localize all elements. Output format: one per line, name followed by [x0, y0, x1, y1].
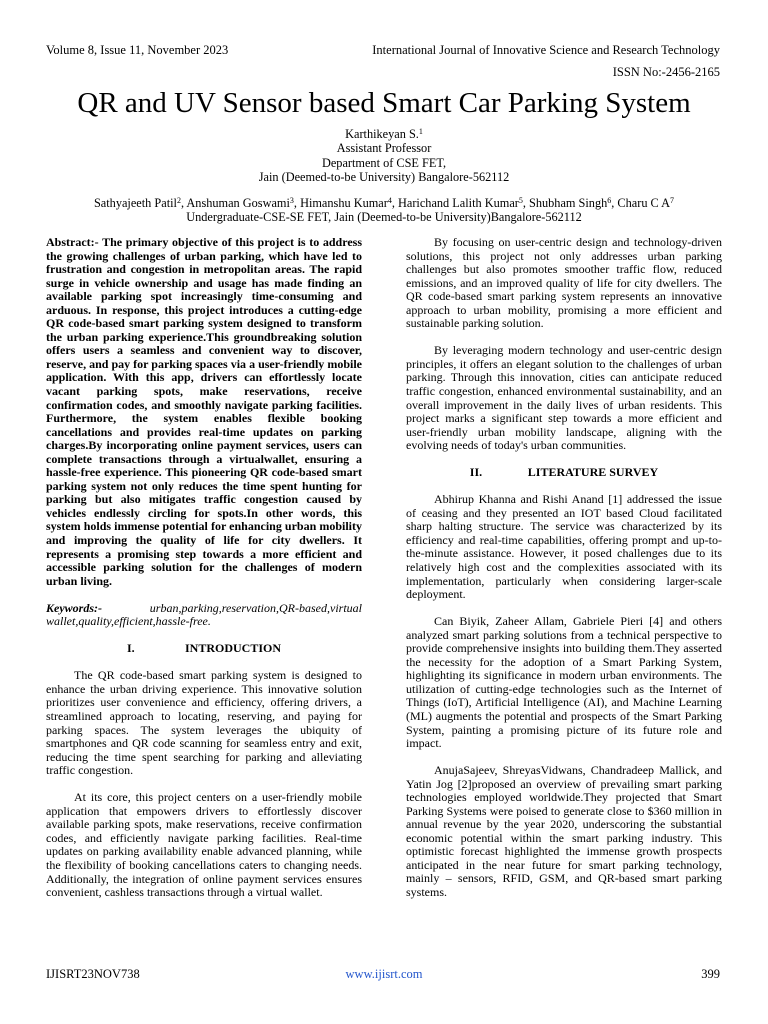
advisor-affiliation: Jain (Deemed-to-be University) Bangalore-562112 — [258, 169, 510, 184]
intro-paragraph-2: At its core, this project centers on a user-friendly mobile application that empowers drivers to effortlessly discover available parking spots, make reservations, receive confirmation codes, and efficiently navigate parking facilities. Real-time updates on parking availability enable advanced planning, while the flexibility of booking cancellations caters to changing needs. Additionally, the integration of online payment services ensures convenient, cashless transactions through a virtual wallet. — [46, 790, 362, 900]
intro-paragraph-1: The QR code-based smart parking system is designed to enhance the urban driving experience. This innovative solution prioritizes user convenience and efficiency, offering drivers, a streamlined approach to locating, reserving, and paying for parking spaces. The system leverages the ubiquity of smartphones and QR code scanning for seamless entry and exit, reducing the time spent searching for parking and alleviating traffic congestion. — [46, 668, 362, 778]
paper-title: QR and UV Sensor based Smart Car Parking System — [77, 87, 691, 119]
advisor-block — [0, 127, 768, 184]
right-column — [406, 236, 722, 900]
keywords-label: Keywords:- — [46, 600, 102, 615]
literature-paragraph-3: AnujaSajeev, ShreyasVidwans, Chandradeep Mallick, and Yatin Jog [2]proposed an overview of prevailing smart parking technologies employed worldwide.They projected that Smart Parking Systems were poised to generate close to $360 million in annual revenue by the year 2020, underscoring the substantial economic potential within the smart parking industry. This optimistic forecast highlighted the immense growth prospects anticipated in the near future for smart parking technology, mainly – sensors, RFID, GSM, and QR-based smart parking systems. — [406, 763, 722, 900]
header-journal: International Journal of Innovative Science and Research Technology — [372, 43, 720, 57]
keywords — [46, 602, 362, 629]
advisor-dept: Department of CSE FET, — [321, 155, 447, 170]
section-heading-literature-survey: II. LITERATURE SURVEY — [469, 465, 659, 480]
advisor-role: Assistant Professor — [336, 141, 432, 156]
intro-paragraph-3: By focusing on user-centric design and technology-driven solutions, this project not only addresses urban parking challenges but also promotes smoother traffic flow, reduced emissions, and an improved quality of life for city dwellers. The QR code-based smart parking system represents an innovative approach to urban mobility, promising a more efficient and sustainable parking solution. — [406, 235, 722, 331]
student-authors: Sathyajeeth Patil$^2$, Anshuman Goswami$^3$, Himanshu Kumar$^4$, Harichand Lalith Kumar$^5$, Shubham Singh$^6$, Charu C $A^7$ — [93, 196, 675, 210]
advisor-name: Karthikeyan S.$^1$ — [345, 127, 423, 141]
abstract: Abstract:- The primary objective of this project is to address the growing challenges of urban parking, which have led to frustration and congestion in metropolitan areas. The rapid surge in vehicle ownership and usage has made finding an available parking spot increasingly time-consuming and arduous. In response, this project introduces a cutting-edge QR code-based smart parking system designed to transform the urban parking experience.This groundbreaking solution offers users a seamless and convenient way to discover, reserve, and pay for parking spaces via a user-friendly mobile application. With this app, drivers can effortlessly locate vacant parking spots, make reservations, receive confirmation codes, and smoothly navigate parking facilities. Furthermore, the system enables flexible booking cancellations and provides real-time updates on parking charges.By incorporating online payment services, users can complete transactions through a virtualwallet, ensuring a hassle-free experience. This pioneering QR code-based smart parking system not only reduces the time spent hunting for parking but also mitigates traffic congestion caused by vehicles endlessly circling for spots.In other words, this system holds immense potential for enhancing urban mobility and improving the quality of life for city dwellers. It represents a promising step towards a more efficient and accessible parking solution for the challenges of modern urban living. — [46, 235, 362, 588]
intro-paragraph-4: By leveraging modern technology and user-centric design principles, it offers an elegant solution to the challenges of urban parking. Through this innovation, cities can anticipate reduced traffic congestion, enhanced environmental sustainability, and an overall improvement in the daily lives of urban residents. This project marks a significant step towards a more efficient and user-friendly urban mobility landscape, aligning with the evolving needs of today's urban communities. — [406, 343, 722, 453]
section-heading-introduction: I. INTRODUCTION — [126, 641, 281, 656]
header-issn: ISSN No:-2456-2165 — [612, 65, 720, 79]
student-affiliation: Undergraduate-CSE-SE FET, Jain (Deemed-to-be University)Bangalore-562112 — [186, 210, 582, 225]
left-column — [46, 236, 362, 900]
footer-paper-id: IJISRT23NOV738 — [46, 967, 140, 981]
student-authors-block — [0, 196, 768, 225]
footer-page-number: 399 — [701, 967, 720, 981]
literature-paragraph-1: Abhirup Khanna and Rishi Anand [1] addressed the issue of ceasing and they presented an IOT based Cloud facilitated sharp halting structure. The service was characterized by its efficiency and real-time capabilities, offering prompt and up-to-the-minute assistance. However, it posed challenges due to its relatively high cost and the complexities associated with its implementation, particularly when considering larger-scale deployment. — [406, 492, 722, 602]
keywords-text: urban,parking,reservation,QR-based,virtual wallet,quality,efficient,hassle-free. — [46, 600, 362, 629]
header-volume: Volume 8, Issue 11, November 2023 — [46, 43, 229, 57]
footer-website-link[interactable]: www.ijisrt.com — [345, 967, 423, 981]
literature-paragraph-2: Can Biyik, Zaheer Allam, Gabriele Pieri [4] and others analyzed smart parking solutions from a technical perspective to provide comprehensive insights into building them.They asserted the necessity for the adoption of a Smart Parking System, highlighting its significance in modern urban environments. The utilization of cutting-edge technologies such as the Internet of Things (IoT), Artificial Intelligence (AI), and Machine Learning (ML) augments the potential and prospects of the Smart Parking System, painting a promising picture of its future role and impact. — [406, 614, 722, 751]
